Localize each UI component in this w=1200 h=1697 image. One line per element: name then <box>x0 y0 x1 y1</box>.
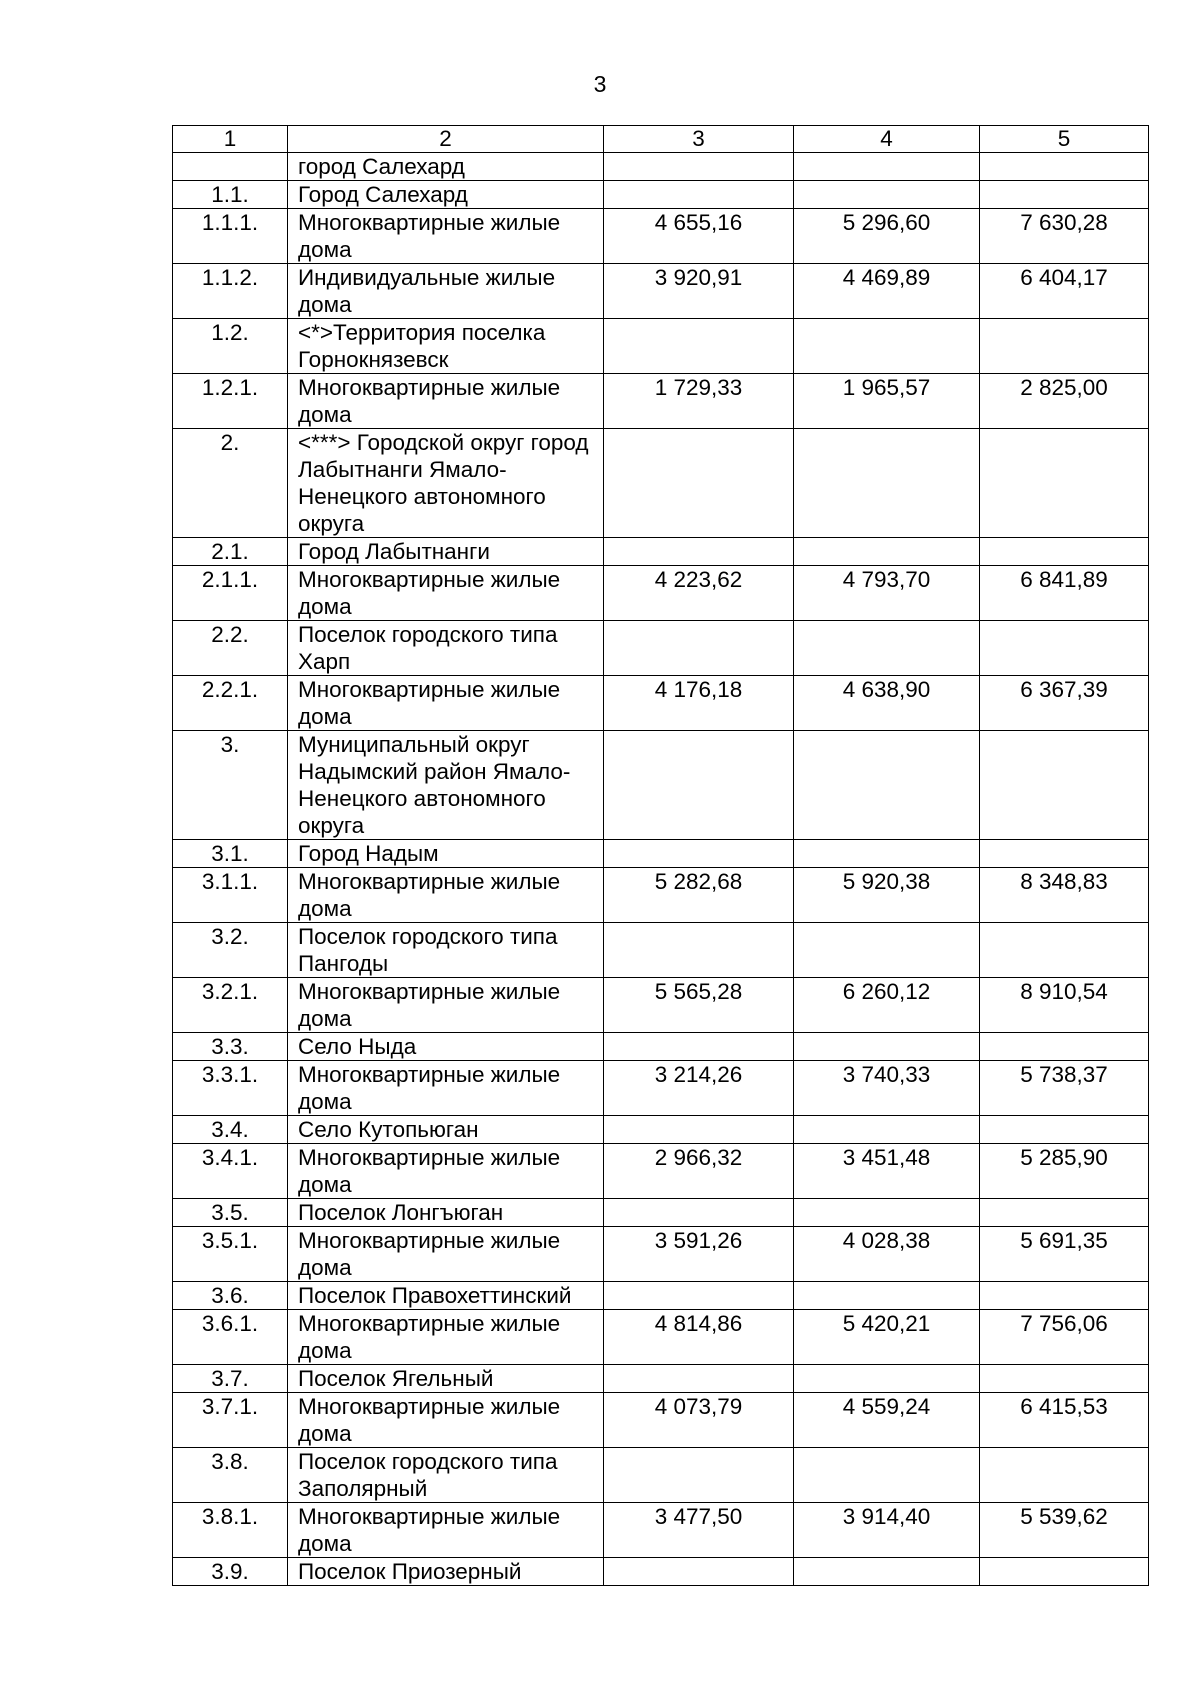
value-cell-col3 <box>604 731 794 840</box>
value-cell-col5: 6 404,17 <box>980 264 1149 319</box>
column-header: 1 <box>173 126 288 153</box>
territory-name-cell: Многоквартирные жилые дома <box>288 1227 604 1282</box>
value-cell-col3 <box>604 429 794 538</box>
row-number-cell <box>173 153 288 181</box>
value-cell-col3: 1 729,33 <box>604 374 794 429</box>
table-row <box>173 209 1149 264</box>
territory-name-cell: Город Салехард <box>288 181 604 209</box>
value-cell-col3: 5 282,68 <box>604 868 794 923</box>
row-number-cell: 3.8. <box>173 1448 288 1503</box>
territory-name-cell: Поселок Лонгъюган <box>288 1199 604 1227</box>
value-cell-col4 <box>794 153 980 181</box>
territory-name-cell: Многоквартирные жилые дома <box>288 676 604 731</box>
value-cell-col5 <box>980 1116 1149 1144</box>
row-number-cell: 1.1. <box>173 181 288 209</box>
territory-name-cell: Многоквартирные жилые дома <box>288 1393 604 1448</box>
row-number-cell: 3. <box>173 731 288 840</box>
value-cell-col4: 3 451,48 <box>794 1144 980 1199</box>
value-cell-col3 <box>604 181 794 209</box>
row-number-cell: 2.1.1. <box>173 566 288 621</box>
value-cell-col5: 5 285,90 <box>980 1144 1149 1199</box>
column-header: 3 <box>604 126 794 153</box>
row-number-cell: 3.9. <box>173 1558 288 1586</box>
value-cell-col5: 7 630,28 <box>980 209 1149 264</box>
territory-name-cell: Многоквартирные жилые дома <box>288 566 604 621</box>
row-number-cell: 3.5. <box>173 1199 288 1227</box>
value-cell-col4 <box>794 319 980 374</box>
value-cell-col3: 4 655,16 <box>604 209 794 264</box>
value-cell-col4: 5 296,60 <box>794 209 980 264</box>
value-cell-col4: 4 793,70 <box>794 566 980 621</box>
table-row <box>173 923 1149 978</box>
territory-name-cell: Село Кутопьюган <box>288 1116 604 1144</box>
row-number-cell: 3.4. <box>173 1116 288 1144</box>
table-row <box>173 566 1149 621</box>
territory-name-cell: Поселок городского типа Харп <box>288 621 604 676</box>
table-row <box>173 1365 1149 1393</box>
value-cell-col5: 7 756,06 <box>980 1310 1149 1365</box>
row-number-cell: 3.8.1. <box>173 1503 288 1558</box>
table-row <box>173 1227 1149 1282</box>
territory-name-cell: Поселок Правохеттинский <box>288 1282 604 1310</box>
table-row <box>173 1116 1149 1144</box>
value-cell-col4 <box>794 840 980 868</box>
table-row <box>173 868 1149 923</box>
territory-name-cell: Многоквартирные жилые дома <box>288 1503 604 1558</box>
value-cell-col3 <box>604 1282 794 1310</box>
row-number-cell: 3.3. <box>173 1033 288 1061</box>
value-cell-col4: 4 469,89 <box>794 264 980 319</box>
table-row <box>173 374 1149 429</box>
table-row <box>173 676 1149 731</box>
row-number-cell: 3.2. <box>173 923 288 978</box>
territory-name-cell: Многоквартирные жилые дома <box>288 209 604 264</box>
row-number-cell: 3.2.1. <box>173 978 288 1033</box>
row-number-cell: 2.2. <box>173 621 288 676</box>
value-cell-col3: 3 591,26 <box>604 1227 794 1282</box>
value-cell-col4: 1 965,57 <box>794 374 980 429</box>
value-cell-col5 <box>980 181 1149 209</box>
value-cell-col3 <box>604 1558 794 1586</box>
table-row <box>173 840 1149 868</box>
value-cell-col5: 6 841,89 <box>980 566 1149 621</box>
territory-name-cell: Индивидуальные жилые дома <box>288 264 604 319</box>
table-row <box>173 538 1149 566</box>
table-row <box>173 1033 1149 1061</box>
row-number-cell: 1.2. <box>173 319 288 374</box>
table-row <box>173 1503 1149 1558</box>
value-cell-col4: 5 920,38 <box>794 868 980 923</box>
value-cell-col3: 3 477,50 <box>604 1503 794 1558</box>
column-header: 5 <box>980 126 1149 153</box>
territory-name-cell: Город Лабытнанги <box>288 538 604 566</box>
row-number-cell: 3.6.1. <box>173 1310 288 1365</box>
table-row <box>173 1448 1149 1503</box>
territory-name-cell: Поселок Ягельный <box>288 1365 604 1393</box>
territory-name-cell: Поселок Приозерный <box>288 1558 604 1586</box>
territory-name-cell: Многоквартирные жилые дома <box>288 1310 604 1365</box>
row-number-cell: 2.2.1. <box>173 676 288 731</box>
value-cell-col5 <box>980 319 1149 374</box>
territory-name-cell: Многоквартирные жилые дома <box>288 374 604 429</box>
value-cell-col5 <box>980 840 1149 868</box>
value-cell-col4 <box>794 429 980 538</box>
value-cell-col4 <box>794 1448 980 1503</box>
row-number-cell: 3.5.1. <box>173 1227 288 1282</box>
value-cell-col3 <box>604 153 794 181</box>
territory-name-cell: Поселок городского типа Пангоды <box>288 923 604 978</box>
table-row <box>173 1282 1149 1310</box>
row-number-cell: 1.2.1. <box>173 374 288 429</box>
value-cell-col3 <box>604 1448 794 1503</box>
value-cell-col5 <box>980 1199 1149 1227</box>
value-cell-col5: 6 367,39 <box>980 676 1149 731</box>
value-cell-col3 <box>604 319 794 374</box>
tariff-table <box>172 125 1149 1586</box>
value-cell-col5 <box>980 1282 1149 1310</box>
value-cell-col4 <box>794 181 980 209</box>
value-cell-col4: 3 740,33 <box>794 1061 980 1116</box>
territory-name-cell: Муниципальный округ Надымский район Ямало-Ненецкого автономного округа <box>288 731 604 840</box>
value-cell-col3: 5 565,28 <box>604 978 794 1033</box>
table-row <box>173 1144 1149 1199</box>
table-row <box>173 621 1149 676</box>
table-row <box>173 319 1149 374</box>
table-row <box>173 181 1149 209</box>
row-number-cell: 2.1. <box>173 538 288 566</box>
value-cell-col5 <box>980 429 1149 538</box>
value-cell-col5: 5 738,37 <box>980 1061 1149 1116</box>
territory-name-cell: Город Надым <box>288 840 604 868</box>
value-cell-col4 <box>794 923 980 978</box>
value-cell-col5 <box>980 538 1149 566</box>
table-header-row <box>173 126 1149 153</box>
value-cell-col5: 6 415,53 <box>980 1393 1149 1448</box>
value-cell-col4 <box>794 1365 980 1393</box>
table-row <box>173 731 1149 840</box>
territory-name-cell: Многоквартирные жилые дома <box>288 868 604 923</box>
value-cell-col4: 5 420,21 <box>794 1310 980 1365</box>
row-number-cell: 3.7.1. <box>173 1393 288 1448</box>
value-cell-col3: 4 073,79 <box>604 1393 794 1448</box>
row-number-cell: 3.3.1. <box>173 1061 288 1116</box>
value-cell-col3 <box>604 923 794 978</box>
territory-name-cell: <*>Территория поселка Горнокнязевск <box>288 319 604 374</box>
table-row <box>173 429 1149 538</box>
row-number-cell: 2. <box>173 429 288 538</box>
value-cell-col4: 4 638,90 <box>794 676 980 731</box>
value-cell-col4 <box>794 1282 980 1310</box>
value-cell-col4: 6 260,12 <box>794 978 980 1033</box>
value-cell-col3: 2 966,32 <box>604 1144 794 1199</box>
value-cell-col5: 5 691,35 <box>980 1227 1149 1282</box>
value-cell-col5 <box>980 731 1149 840</box>
table-row <box>173 1558 1149 1586</box>
table-body <box>173 153 1149 1586</box>
value-cell-col5: 8 910,54 <box>980 978 1149 1033</box>
territory-name-cell: город Салехард <box>288 153 604 181</box>
table-row <box>173 1199 1149 1227</box>
value-cell-col3 <box>604 621 794 676</box>
value-cell-col4 <box>794 538 980 566</box>
row-number-cell: 3.7. <box>173 1365 288 1393</box>
value-cell-col3: 3 920,91 <box>604 264 794 319</box>
value-cell-col4 <box>794 621 980 676</box>
column-header: 2 <box>288 126 604 153</box>
territory-name-cell: <***> Городской округ город Лабытнанги Ямало-Ненецкого автономного округа <box>288 429 604 538</box>
value-cell-col4 <box>794 1558 980 1586</box>
territory-name-cell: Многоквартирные жилые дома <box>288 1144 604 1199</box>
value-cell-col4: 4 028,38 <box>794 1227 980 1282</box>
value-cell-col3 <box>604 538 794 566</box>
value-cell-col3: 4 176,18 <box>604 676 794 731</box>
row-number-cell: 3.1. <box>173 840 288 868</box>
value-cell-col3 <box>604 1033 794 1061</box>
value-cell-col3 <box>604 1199 794 1227</box>
value-cell-col3 <box>604 1116 794 1144</box>
territory-name-cell: Село Ныда <box>288 1033 604 1061</box>
value-cell-col5: 8 348,83 <box>980 868 1149 923</box>
value-cell-col4 <box>794 1033 980 1061</box>
value-cell-col4: 3 914,40 <box>794 1503 980 1558</box>
table-row <box>173 1393 1149 1448</box>
value-cell-col5 <box>980 923 1149 978</box>
table-row <box>173 1061 1149 1116</box>
value-cell-col5 <box>980 1558 1149 1586</box>
table-row <box>173 153 1149 181</box>
value-cell-col3: 3 214,26 <box>604 1061 794 1116</box>
value-cell-col5 <box>980 1448 1149 1503</box>
value-cell-col4 <box>794 1116 980 1144</box>
row-number-cell: 3.4.1. <box>173 1144 288 1199</box>
value-cell-col4: 4 559,24 <box>794 1393 980 1448</box>
value-cell-col4 <box>794 731 980 840</box>
value-cell-col5 <box>980 1365 1149 1393</box>
row-number-cell: 3.6. <box>173 1282 288 1310</box>
territory-name-cell: Многоквартирные жилые дома <box>288 1061 604 1116</box>
territory-name-cell: Поселок городского типа Заполярный <box>288 1448 604 1503</box>
value-cell-col5 <box>980 1033 1149 1061</box>
table-row <box>173 978 1149 1033</box>
page-number: 3 <box>593 71 607 97</box>
value-cell-col5: 2 825,00 <box>980 374 1149 429</box>
territory-name-cell: Многоквартирные жилые дома <box>288 978 604 1033</box>
value-cell-col5: 5 539,62 <box>980 1503 1149 1558</box>
value-cell-col3 <box>604 840 794 868</box>
row-number-cell: 3.1.1. <box>173 868 288 923</box>
value-cell-col3 <box>604 1365 794 1393</box>
column-header: 4 <box>794 126 980 153</box>
table-row <box>173 1310 1149 1365</box>
row-number-cell: 1.1.1. <box>173 209 288 264</box>
value-cell-col5 <box>980 153 1149 181</box>
value-cell-col3: 4 814,86 <box>604 1310 794 1365</box>
value-cell-col3: 4 223,62 <box>604 566 794 621</box>
value-cell-col5 <box>980 621 1149 676</box>
row-number-cell: 1.1.2. <box>173 264 288 319</box>
table-row <box>173 264 1149 319</box>
value-cell-col4 <box>794 1199 980 1227</box>
